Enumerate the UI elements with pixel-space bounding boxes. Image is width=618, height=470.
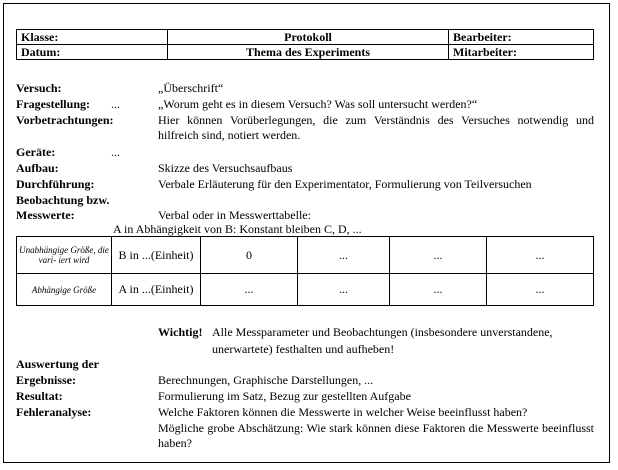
durchfuehrung-label: Durchführung: xyxy=(16,177,95,191)
wichtig-label: Wichtig! xyxy=(158,325,203,339)
auswertung-label: Auswertung der xyxy=(16,357,99,371)
independent-variable-header: Unabhängige Größe, die vari- iert wird xyxy=(17,237,112,274)
protokoll-cell: Protokoll xyxy=(168,30,449,45)
dependent-unit-cell: A in ...(Einheit) xyxy=(112,274,201,306)
independent-unit-cell: B in ...(Einheit) xyxy=(112,237,201,274)
vorbetrachtungen-label: Vorbetrachtungen: xyxy=(16,113,114,127)
messwerte-label: Messwerte: xyxy=(16,208,75,222)
geraete-label: Geräte: xyxy=(16,145,56,159)
table-cell: ... xyxy=(298,237,390,274)
wichtig-line1: Alle Messparameter und Beobachtungen (insbesondere unverstandene, xyxy=(212,325,553,339)
resultat-text: Formulierung im Satz, Bezug zur gestellten Aufgabe xyxy=(158,389,411,403)
aufbau-text: Skizze des Versuchsaufbaus xyxy=(158,161,293,175)
fehleranalyse-line1: Welche Faktoren können die Messwerte in welcher Weise beeinflusst haben? xyxy=(158,405,528,419)
geraete-text: ... xyxy=(111,145,120,159)
messwerte-text: Verbal oder in Messwerttabelle: xyxy=(158,208,311,222)
datum-cell: Datum: xyxy=(17,45,168,60)
durchfuehrung-text: Verbale Erläuterung für den Experimentator, Formulierung von Teilversuchen xyxy=(158,177,532,191)
bearbeiter-cell: Bearbeiter: xyxy=(449,30,594,45)
fragestellung-dots: ... xyxy=(111,97,120,111)
measurement-table xyxy=(16,236,594,306)
resultat-label: Resultat: xyxy=(16,389,63,403)
protocol-header-table xyxy=(16,29,594,60)
mitarbeiter-cell: Mitarbeiter: xyxy=(449,45,594,60)
fehleranalyse-label: Fehleranalyse: xyxy=(16,405,92,419)
table-cell: ... xyxy=(487,274,594,306)
dependent-variable-header: Abhängige Größe xyxy=(17,274,112,306)
beobachtung-label: Beobachtung bzw. xyxy=(16,193,110,207)
versuch-label: Versuch: xyxy=(16,81,62,95)
auswertung-text: Berechnungen, Graphische Darstellungen, ... xyxy=(158,373,374,387)
fragestellung-text: „Worum geht es in diesem Versuch? Was soll untersucht werden?“ xyxy=(158,97,478,111)
fehleranalyse-line2: Mögliche grobe Abschätzung: Wie stark können diese Faktoren die Messwerte beeinflusst haben? xyxy=(158,421,594,450)
table-cell: ... xyxy=(390,237,487,274)
ergebnisse-label: Ergebnisse: xyxy=(16,373,76,387)
vorbetrachtungen-text: Hier können Vorüberlegungen, die zum Verständnis des Versuches notwendig und hilfreich sind, notiert werden. xyxy=(158,113,594,142)
table-cell: ... xyxy=(201,274,298,306)
table-cell: ... xyxy=(487,237,594,274)
wichtig-line2: unerwartete) festhalten und aufheben! xyxy=(212,342,395,356)
table-cell: 0 xyxy=(201,237,298,274)
versuch-text: „Überschrift“ xyxy=(158,81,224,95)
table-cell: ... xyxy=(390,274,487,306)
fragestellung-label: Fragestellung: xyxy=(16,97,90,111)
thema-cell: Thema des Experiments xyxy=(168,45,449,60)
klasse-cell: Klasse: xyxy=(17,30,168,45)
table-caption: A in Abhängigkeit von B: Konstant bleiben C, D, ... xyxy=(113,222,362,236)
aufbau-label: Aufbau: xyxy=(16,161,59,175)
table-cell: ... xyxy=(298,274,390,306)
